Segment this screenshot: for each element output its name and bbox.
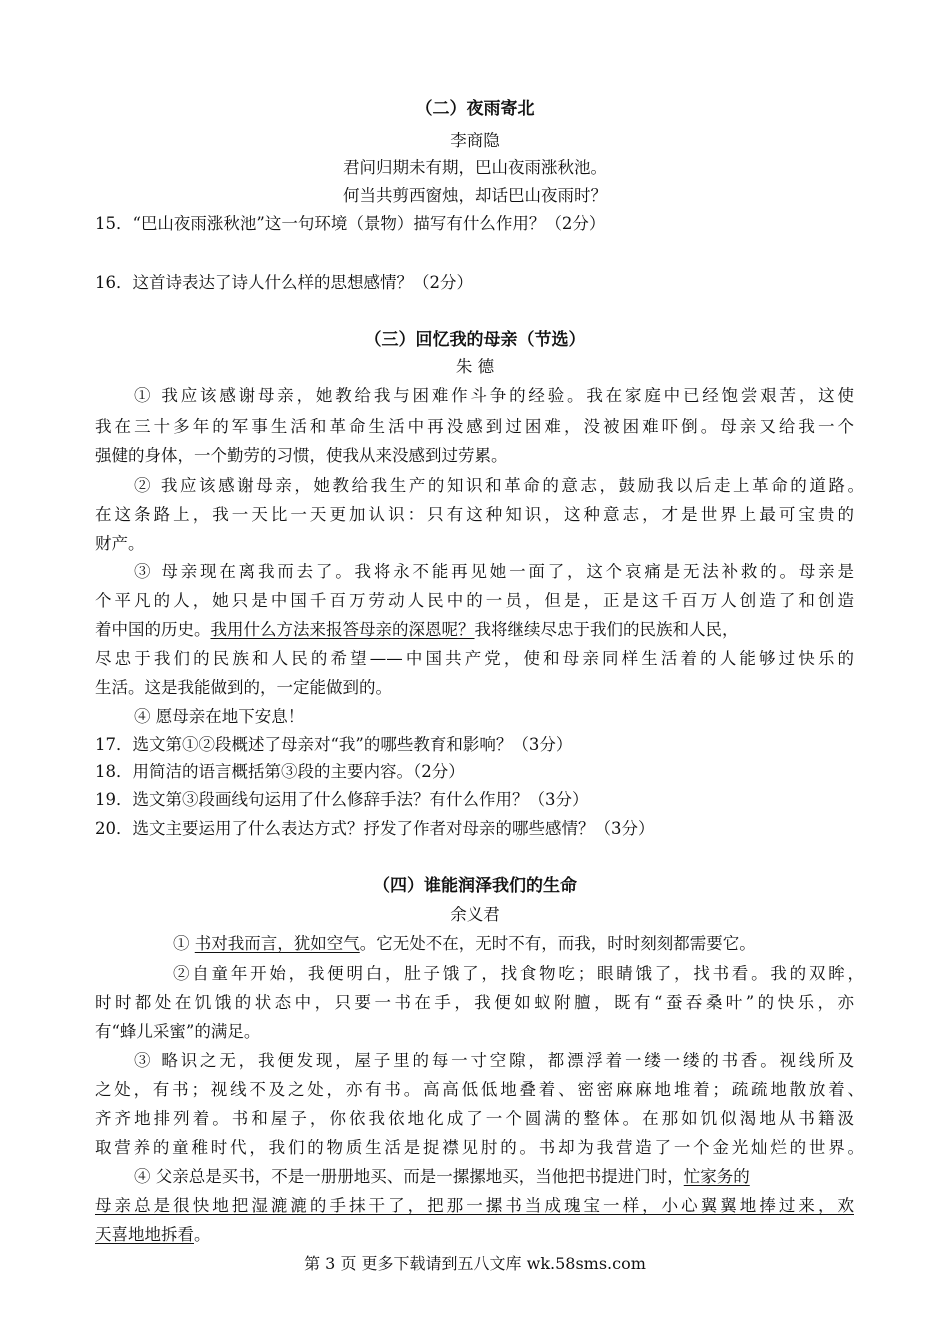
article4-line-start: ④ 父亲总是买书，不是一册册地买、而是一摞摞地买，当他把书提进门时， [134, 1167, 684, 1186]
article3-line: 尽忠于我们的民族和人民的希望——中国共产党，使和母亲同样生活着的人能够过快乐的 [95, 649, 854, 668]
poem-line-2: 何当共剪西窗烛，却话巴山夜雨时？ [343, 186, 607, 205]
page-footer: 第 3 页 更多下载请到五八文库 wk.58sms.com [304, 1254, 646, 1273]
article4-line: 之处，有书；视线不及之处，亦有书。高高低低地叠着、密密麻麻地堆着；疏疏地散放着、 [95, 1080, 864, 1099]
article4-line: 齐齐地排列着。书和屋子，你依我依地化成了一个圆满的整体。在那如饥似渴地从书籍汲 [95, 1109, 854, 1128]
paragraph-marker: ① [173, 934, 195, 953]
article4-paragraph-1 [173, 936, 756, 953]
article3-line: ③ 母亲现在离我而去了。我将永不能再见她一面了，这个哀痛是无法补救的。母亲是 [134, 562, 854, 581]
article4-author: 余义君 [450, 905, 500, 924]
article4-p1-rest: 。它无处不在，无时不有，而我，时时刻刻都需要它。 [359, 934, 756, 953]
article3-line-start: 着中国的历史。 [95, 620, 211, 639]
article4-line: 时时都处在饥饿的状态中，只要一书在手，我便如蚁附膻，既有“蚕吞桑叶”的快乐，亦 [95, 993, 854, 1012]
article3-line: 个平凡的人，她只是中国千百万劳动人民中的一员，但是，正是这千百万人创造了和创造 [95, 591, 854, 610]
poem-author: 李商隐 [450, 131, 500, 150]
article3-line: 在这条路上，我一天比一天更加认识：只有这种知识，这种意志，才是世界上最可宝贵的 [95, 505, 854, 524]
question-17: 17．选文第①②段概述了母亲对“我”的哪些教育和影响？（3分） [95, 735, 573, 754]
article3-line: 生活。这是我能做到的，一定能做到的。 [95, 678, 392, 697]
underlined-sentence: 我用什么方法来报答母亲的深恩呢？ [210, 620, 475, 639]
article3-author: 朱 德 [455, 357, 495, 376]
article4-line [95, 1227, 211, 1244]
underlined-sentence-end: 天喜地地拆看 [95, 1225, 194, 1244]
article4-line: ③ 略识之无，我便发现，屋子里的每一寸空隙，都漂浮着一缕一缕的书香。视线所及 [134, 1051, 854, 1070]
question-18: 18．用简洁的语言概括第③段的主要内容。（2分） [95, 762, 465, 781]
question-20: 20．选文主要运用了什么表达方式？抒发了作者对母亲的哪些感情？（3分） [95, 819, 655, 838]
article3-line-end: 我将继续尽忠于我们的民族和人民， [474, 620, 739, 639]
underlined-phrase: 书对我而言，犹如空气 [194, 934, 360, 953]
poem-title: （二）夜雨寄北 [415, 99, 535, 119]
underlined-sentence-middle: 母亲总是很快地把湿漉漉的手抹干了，把那一摞书当成瑰宝一样，小心翼翼地捧过来，欢 [95, 1196, 854, 1215]
article3-line: 我在三十多年的军事生活和革命生活中再没感到过困难，没被困难吓倒。母亲又给我一个 [95, 417, 854, 436]
article3-title: （三）回忆我的母亲（节选） [364, 330, 586, 350]
article4-line: 取营养的童稚时代，我们的物质生活是捉襟见肘的。书却为我营造了一个金光灿烂的世界。 [95, 1138, 864, 1157]
article4-title: （四）谁能润泽我们的生命 [373, 876, 577, 896]
question-19: 19．选文第③段画线句运用了什么修辞手法？有什么作用？（3分） [95, 790, 589, 809]
question-15: 15．“巴山夜雨涨秋池”这一句环境（景物）描写有什么作用？（2分） [95, 214, 606, 233]
article3-line: 财产。 [95, 534, 145, 553]
article3-line: 强健的身体，一个勤劳的习惯，使我从来没感到过劳累。 [95, 446, 508, 465]
underlined-sentence-start: 忙家务的 [683, 1167, 750, 1186]
article3-line: ① 我应该感谢母亲，她教给我与困难作斗争的经验。我在家庭中已经饱尝艰苦，这使 [134, 386, 854, 405]
article4-line: ②自童年开始，我便明白，肚子饿了，找食物吃；眼睛饿了，找书看。我的双眸， [173, 964, 864, 983]
article3-line: ② 我应该感谢母亲，她教给我生产的知识和革命的意志，鼓励我以后走上革命的道路。 [134, 476, 864, 495]
article3-line: ④ 愿母亲在地下安息！ [134, 707, 305, 726]
poem-line-1: 君问归期未有期，巴山夜雨涨秋池。 [343, 158, 607, 177]
article4-line-end: 。 [194, 1225, 211, 1244]
article4-line: 有“蜂儿采蜜”的满足。 [95, 1022, 261, 1041]
question-16: 16．这首诗表达了诗人什么样的思想感情？（2分） [95, 273, 473, 292]
article3-line [95, 622, 739, 639]
article4-line [134, 1169, 750, 1186]
